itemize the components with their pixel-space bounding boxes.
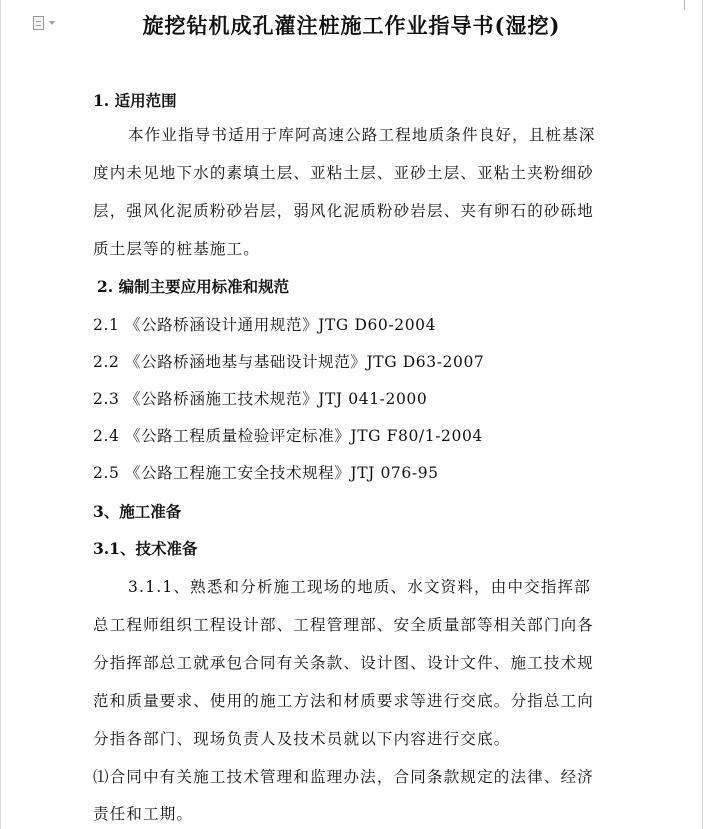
paragraph-line: 3.1.1、熟悉和分析施工现场的地质、水文资料，由中交指挥部	[128, 578, 591, 596]
standard-item: 2.4 《公路工程质量检验评定标准》JTG F80/1-2004	[93, 427, 483, 445]
standard-item: 2.1 《公路桥涵设计通用规范》JTG D60-2004	[93, 316, 437, 334]
page-edge-left	[0, 0, 1, 829]
paragraph-line: 总工程师组织工程设计部、工程管理部、安全质量部等相关部门向各	[93, 616, 595, 634]
section-heading-3: 3、施工准备	[93, 502, 182, 521]
standard-item: 2.2 《公路桥涵地基与基础设计规范》JTG D63-2007	[93, 353, 485, 371]
paragraph-line: ⑴合同中有关施工技术管理和监理办法，合同条款规定的法律、经济	[93, 768, 595, 786]
standard-item: 2.3 《公路桥涵施工技术规范》JTJ 041-2000	[93, 390, 428, 408]
paragraph-line: 分指各部门、现场负责人及技术员就以下内容进行交底。	[93, 730, 511, 748]
paragraph-line: 度内未见地下水的素填土层、亚粘土层、亚砂土层、亚粘土夹粉细砂	[93, 164, 595, 182]
section-heading-1: 1. 适用范围	[93, 91, 177, 110]
paragraph-line: 分指挥部总工就承包合同有关条款、设计图、设计文件、施工技术规	[93, 654, 595, 672]
paragraph-line: 层，强风化泥质粉砂岩层，弱风化泥质粉砂岩层、夹有卵石的砂砾地	[93, 202, 595, 220]
paragraph-line: 本作业指导书适用于库阿高速公路工程地质条件良好，且桩基深	[128, 126, 596, 144]
paragraph-line: 质土层等的桩基施工。	[93, 240, 261, 258]
section-heading-2: 2. 编制主要应用标准和规范	[97, 277, 290, 296]
paragraph-line: 范和质量要求、使用的施工方法和材质要求等进行交底。分指总工向	[93, 692, 595, 710]
standard-item: 2.5 《公路工程施工安全技术规程》JTJ 076-95	[93, 464, 439, 482]
document-title: 旋挖钻机成孔灌注桩施工作业指导书(湿挖)	[142, 13, 561, 38]
page-corner-mark	[674, 0, 685, 10]
paragraph-line: 责任和工期。	[93, 805, 194, 823]
subsection-heading: 3.1、技术准备	[93, 539, 198, 558]
